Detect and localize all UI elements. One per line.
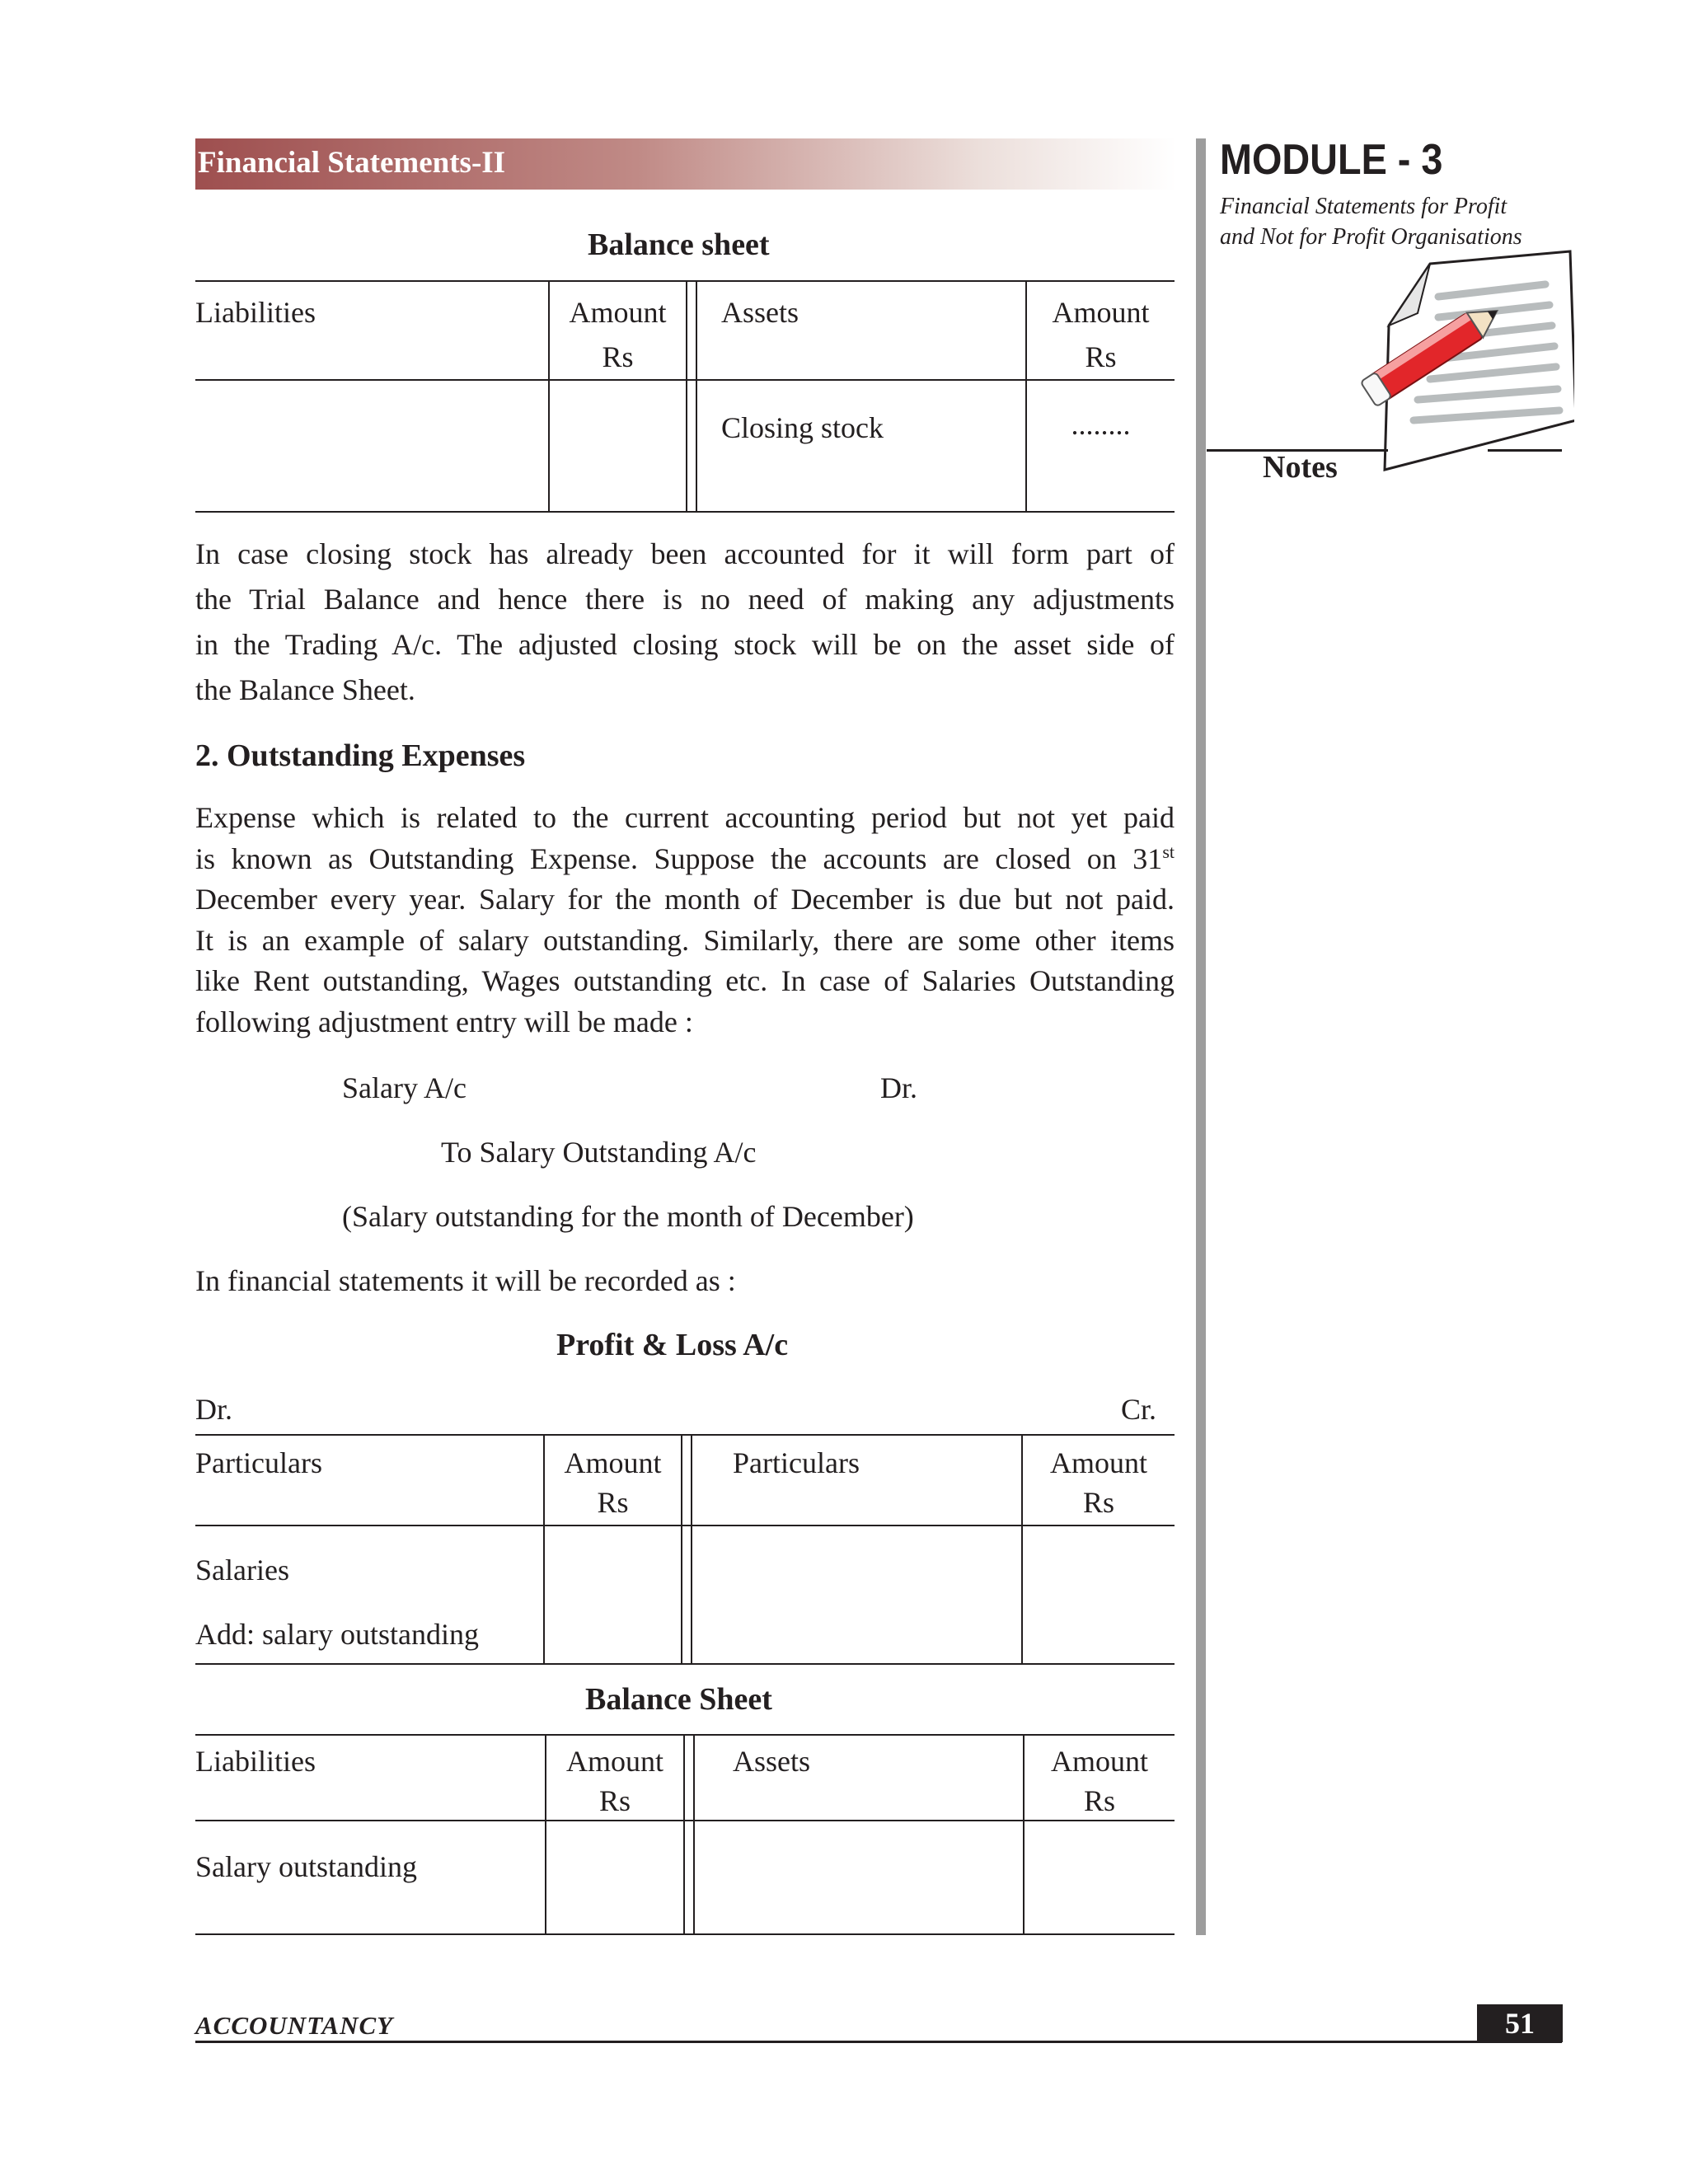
column-rule — [683, 1734, 685, 1935]
column-header-amount: Amount — [569, 296, 667, 329]
notes-rule-right — [1488, 449, 1562, 452]
column-header-liabilities: Liabilities — [195, 296, 316, 329]
column-header-particulars: Particulars — [733, 1446, 860, 1479]
column-header-amount: Amount — [564, 1446, 662, 1479]
column-header-assets: Assets — [721, 296, 799, 329]
column-header-currency: Rs — [1082, 1486, 1115, 1519]
paragraph-line: the Balance Sheet. — [195, 673, 415, 706]
row-label-closing-stock: Closing stock — [721, 411, 884, 444]
footer-subject: ACCOUNTANCY — [195, 2011, 394, 2040]
paragraph-line: the Trial Balance and hence there is no need of making any adjustments — [195, 583, 1175, 616]
column-header-particulars: Particulars — [195, 1446, 322, 1479]
table-rule — [195, 280, 1175, 282]
journal-credit-account: To Salary Outstanding A/c — [441, 1136, 757, 1169]
table-title: Balance Sheet — [585, 1682, 772, 1717]
module-subtitle-line: and Not for Profit Organisations — [1220, 224, 1522, 250]
paragraph-line: In case closing stock has already been accounted for it will form part of — [195, 537, 1175, 570]
row-amount-placeholder: ........ — [1071, 408, 1131, 441]
debit-side-label: Dr. — [195, 1393, 232, 1426]
row-label-add-salary-outstanding: Add: salary outstanding — [195, 1618, 479, 1651]
column-header-currency: Rs — [598, 1784, 631, 1817]
paragraph-line: following adjustment entry will be made : — [195, 1005, 693, 1038]
paragraph-outstanding-expenses — [195, 798, 1175, 1043]
paragraph-line-text: is known as Outstanding Expense. Suppose the accounts are closed on 31 — [195, 841, 1163, 875]
column-header-currency: Rs — [1085, 340, 1117, 373]
journal-narration: (Salary outstanding for the month of December) — [342, 1200, 914, 1233]
column-rule — [686, 280, 687, 513]
column-header-amount: Amount — [565, 1745, 663, 1778]
row-label-salaries: Salaries — [195, 1554, 289, 1586]
section-heading-outstanding-expenses: 2. Outstanding Expenses — [195, 738, 526, 773]
journal-dr-label: Dr. — [880, 1071, 917, 1104]
module-title: MODULE - 3 — [1220, 136, 1443, 184]
column-rule — [691, 1434, 692, 1665]
table-title: Profit & Loss A/c — [556, 1328, 789, 1362]
column-header-amount: Amount — [1049, 1446, 1147, 1479]
paragraph-line: Expense which is related to the current accounting period but not yet paid — [195, 801, 1175, 834]
column-rule — [696, 280, 697, 513]
table-rule — [195, 1663, 1175, 1665]
paragraph-recorded-as: In financial statements it will be recorded as : — [195, 1264, 736, 1297]
table-rule — [195, 1734, 1175, 1736]
notes-label: Notes — [1263, 450, 1338, 485]
column-rule — [681, 1434, 682, 1665]
margin-divider — [1196, 138, 1206, 1935]
journal-debit-account: Salary A/c — [342, 1071, 467, 1104]
paragraph-line: in the Trading A/c. The adjusted closing stock will be on the asset side of — [195, 628, 1175, 661]
balance-sheet-table-2 — [195, 1734, 1175, 1935]
ordinal-suffix: st — [1162, 841, 1175, 862]
paragraph-line: like Rent outstanding, Wages outstanding etc. In case of Salaries Outstanding — [195, 964, 1175, 997]
column-header-liabilities: Liabilities — [195, 1745, 316, 1778]
table-title: Balance sheet — [588, 227, 770, 262]
paragraph-line: December every year. Salary for the month of December is due but not paid. — [195, 883, 1175, 916]
page-number: 51 — [1505, 2007, 1535, 2040]
table-rule — [195, 1933, 1175, 1935]
table-rule — [195, 1525, 1175, 1526]
credit-side-label: Cr. — [1121, 1393, 1157, 1426]
column-header-currency: Rs — [1083, 1784, 1116, 1817]
column-header-currency: Rs — [597, 1486, 629, 1519]
table-rule — [195, 511, 1175, 513]
paragraph-closing-stock — [195, 532, 1175, 713]
column-header-amount: Amount — [1052, 296, 1150, 329]
row-label-salary-outstanding: Salary outstanding — [195, 1850, 417, 1883]
column-header-amount: Amount — [1050, 1745, 1148, 1778]
paragraph-line — [195, 839, 1175, 880]
paragraph-line: It is an example of salary outstanding. Similarly, there are some other items — [195, 923, 1175, 957]
module-subtitle-line: Financial Statements for Profit — [1220, 194, 1507, 219]
balance-sheet-table-1 — [195, 280, 1175, 513]
table-rule — [195, 379, 1175, 381]
section-title: Financial Statements-II — [198, 146, 506, 180]
column-header-currency: Rs — [602, 340, 634, 373]
column-header-assets: Assets — [733, 1745, 811, 1778]
table-rule — [195, 1434, 1175, 1436]
column-rule — [693, 1734, 695, 1935]
module-subtitle — [1220, 191, 1522, 252]
profit-loss-table — [195, 1434, 1175, 1665]
footer-rule — [195, 2041, 1562, 2043]
